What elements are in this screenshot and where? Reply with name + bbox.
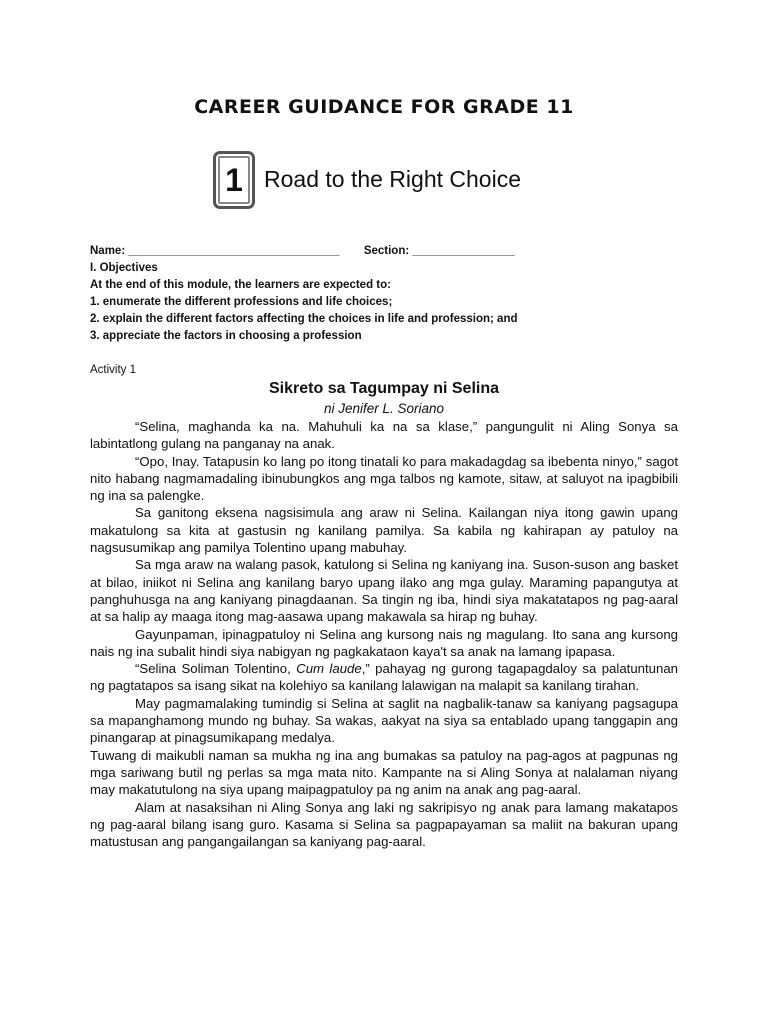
name-field-line: Name: _________________________________ (90, 245, 340, 257)
header-title: CAREER GUIDANCE FOR GRADE 11 (194, 96, 574, 118)
section-field-line: Section: ________________ (363, 245, 515, 257)
story-paragraph: Alam at nasaksihan ni Aling Sonya ang laki ng sakripisyo ng anak para lamang makatapos ng pag-aaral bilang isang guro. Kasama si Selina sa pagpapayaman sa maliit na bakuran upang matustusan ang pangangailangan sa kaniyang pag-aaral. (90, 799, 678, 850)
lesson-number: 1 (225, 161, 243, 198)
objectives-intro: At the end of this module, the learners are expected to: (90, 279, 391, 291)
objectives-heading: I. Objectives (90, 262, 158, 274)
objective-item: 1. enumerate the different professions and life choices; (90, 296, 393, 308)
story-body (90, 418, 678, 850)
name-section-row (90, 243, 690, 260)
objectives-section (90, 243, 690, 345)
objective-item: 2. explain the different factors affecting the choices in life and profession; and (90, 313, 518, 325)
story-paragraph: Sa ganitong eksena nagsisimula ang araw ni Selina. Kailangan niya itong gawin upang makatulong sa kita at gastusin ng kanilang pamilya. Sa kabila ng kahirapan ay patuloy na nagsusumikap ang pamilya Tolentino upang mabuhay. (90, 505, 678, 556)
cum-laude-emphasis: Cum laude (296, 661, 362, 677)
story-paragraph: Tuwang di maikubli naman sa mukha ng ina ang bumakas sa patuloy na pag-agos at pagpunas ng mga sariwang butil ng perlas sa mga mata nito. Kampante na si Aling Sonya at nalalaman niyang may makatutulong na siya upang maipagpatuloy pa ng anim na anak ang pag-aaral. (90, 747, 678, 798)
story-paragraph: “Selina Soliman Tolentino, Cum laude,” pahayag ng gurong tagapagdaloy sa palatuntunan ng pagtatapos sa isang sikat na kolehiyo sa kanilang lalawigan na malapit sa kanilang tirahan. (90, 661, 678, 694)
story-paragraph: Sa mga araw na walang pasok, katulong si Selina ng kaniyang ina. Suson-suson ang basket at bilao, iniikot ni Selina ang kanilang baryo upang ilako ang mga gulay. Maraming papangutya at panghuhusga na ang kaniyang pinagdaanan. Sa tingin ng iba, hindi siya makatatapos ng pag-aaral at sa halip ay maaga itong mag-aasawa upang makawala sa hirap ng buhay. (90, 557, 678, 625)
story-paragraph: Gayunpaman, ipinagpatuloy ni Selina ang kursong nais ng magulang. Ito sana ang kursong nais ng ina subalit hindi siya nabigyan ng pagkakataon kaya't sa anak na lamang ipapasa. (90, 626, 678, 659)
activity-label: Activity 1 (90, 364, 137, 376)
story-title: Sikreto sa Tagumpay ni Selina (269, 380, 499, 397)
story-paragraph: “Selina, maghanda ka na. Mahuhuli ka na sa klase,” pangungulit ni Aling Sonya sa labintatlong gulang na panganay na anak. (90, 419, 678, 452)
objective-item: 3. appreciate the factors in choosing a profession (90, 330, 362, 342)
lesson-number-box (213, 151, 255, 209)
story-paragraph: “Opo, Inay. Tatapusin ko lang po itong tinatali ko para makadagdag sa ibebenta ninyo,” sagot nito habang nagmamadaling ibinubungkos ang mga talbos ng kamote, sitaw, at saluyot na ipagbibili ng ina sa palengke. (90, 453, 678, 504)
story-author: ni Jenifer L. Soriano (323, 401, 445, 416)
lesson-title: Road to the Right Choice (264, 166, 521, 192)
story-paragraph: May pagmamalaking tumindig si Selina at saglit na nagbalik-tanaw sa kaniyang pagsagupa sa mapanghamong mundo ng buhay. Sa wakas, aakyat na siya sa entablado upang tanggapin ang pinangarap at pinagsumikapang medalya. (90, 695, 678, 746)
